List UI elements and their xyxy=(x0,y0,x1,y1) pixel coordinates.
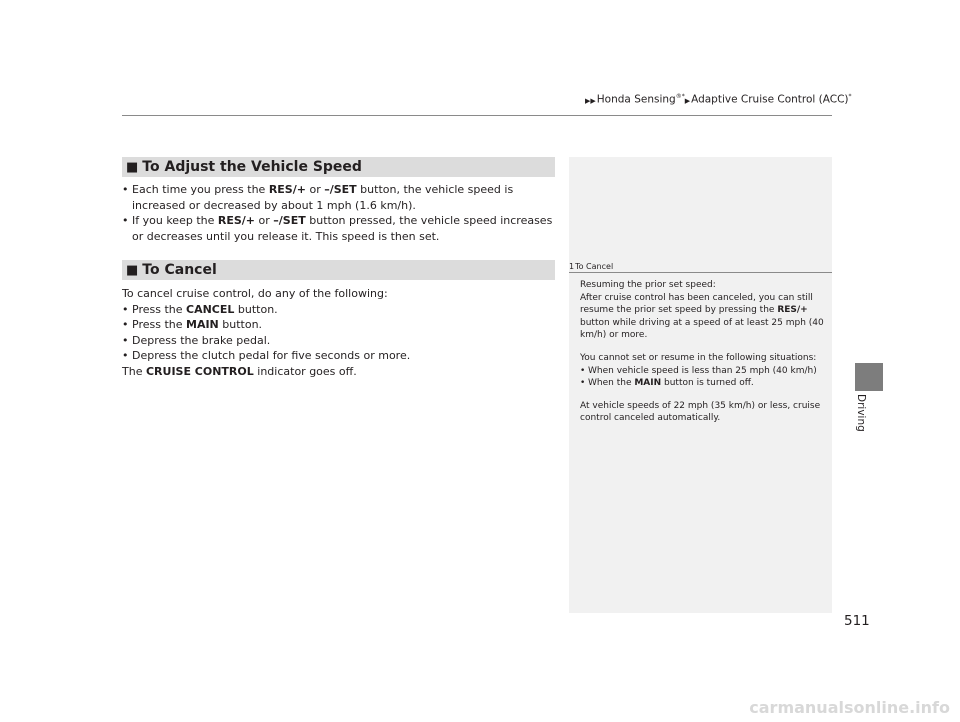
text: button while driving at a speed of at least 25 mph (40 km/h) or more. xyxy=(580,317,824,341)
text: Depress the brake pedal. xyxy=(132,333,271,347)
sidebar-heading-text[interactable]: To Cancel xyxy=(575,262,614,271)
text: Press the xyxy=(132,302,186,316)
sidebar-paragraph xyxy=(580,352,828,390)
cancel-outro xyxy=(122,364,555,380)
bullet-icon: • xyxy=(122,318,129,331)
bullet-icon: • xyxy=(122,302,129,316)
text: button. xyxy=(234,302,278,316)
list-item xyxy=(122,348,555,364)
button-name: –/SET xyxy=(324,183,357,196)
adjust-body xyxy=(122,182,555,244)
cancel-intro: To cancel cruise control, do any of the following: xyxy=(122,287,388,300)
list-item xyxy=(122,302,555,318)
sidebar-paragraph: At vehicle speeds of 22 mph (35 km/h) or less, cruise control canceled automatically. xyxy=(580,400,821,424)
list-item xyxy=(122,333,555,349)
reference-number: 1 xyxy=(569,262,575,271)
text: indicator goes off. xyxy=(253,364,357,378)
button-name: RES/+ xyxy=(268,183,306,196)
chapter-tab[interactable] xyxy=(855,363,883,391)
text: When the xyxy=(588,378,635,389)
bullet-icon: • xyxy=(580,365,586,376)
text: If you keep the xyxy=(132,214,218,227)
text: The xyxy=(122,364,146,378)
button-name: MAIN xyxy=(186,318,219,331)
list-item xyxy=(122,317,555,333)
watermark: carmanualsonline.info xyxy=(749,698,950,717)
chapter-label-text: Driving xyxy=(855,394,867,432)
text: Each time you press the xyxy=(132,183,269,196)
breadcrumb-arrow-icon: ▶ xyxy=(684,96,691,105)
text: button is turned off. xyxy=(661,378,754,389)
bullet-icon: • xyxy=(122,349,129,362)
header-rule xyxy=(122,115,832,116)
text: Depress the clutch pedal for five seconds or more. xyxy=(132,349,411,362)
sidebar-heading xyxy=(569,262,832,271)
chapter-label xyxy=(849,394,873,438)
bullet-icon: • xyxy=(122,333,129,347)
button-name: –/SET xyxy=(273,214,306,227)
text: button pressed, the vehicle speed increases or decreases until you release it. This speed is then set. xyxy=(132,214,553,243)
text: You cannot set or resume in the following situations: xyxy=(580,352,817,363)
bullet-icon: • xyxy=(122,183,129,196)
bullet-icon: • xyxy=(580,378,586,389)
breadcrumb xyxy=(585,93,852,106)
text: or xyxy=(255,214,274,227)
button-name: RES/+ xyxy=(777,305,808,316)
bullet-icon: • xyxy=(122,214,129,227)
sidebar-rule xyxy=(569,272,832,273)
registered-mark: ® xyxy=(675,93,682,100)
asterisk: * xyxy=(681,93,685,100)
breadcrumb-arrow-icon: ▶▶ xyxy=(585,96,596,105)
section-title-cancel: To Cancel xyxy=(142,262,217,278)
indicator-name: CRUISE CONTROL xyxy=(145,364,254,378)
text: button. xyxy=(218,318,263,331)
text: or xyxy=(305,183,325,196)
cancel-body xyxy=(122,286,555,379)
sidebar-body xyxy=(580,279,828,435)
section-square-icon: ■ xyxy=(126,160,139,175)
section-heading-cancel xyxy=(122,260,555,280)
button-name: MAIN xyxy=(634,378,662,389)
button-name: RES/+ xyxy=(217,214,256,227)
text: After cruise control has been canceled, you can still resume the prior set speed by pressing the xyxy=(580,292,813,316)
list-item xyxy=(122,213,555,244)
list-item xyxy=(580,365,828,378)
text: Resuming the prior set speed: xyxy=(580,280,716,290)
section-square-icon: ■ xyxy=(126,263,139,278)
sidebar-paragraph xyxy=(580,279,828,342)
list-item xyxy=(580,377,828,390)
text: button, the vehicle speed is increased or decreased by about 1 mph (1.6 km/h). xyxy=(132,183,514,212)
text: When vehicle speed is less than 25 mph (40 km/h) xyxy=(588,365,817,376)
section-heading-adjust xyxy=(122,157,555,177)
section-title-adjust: To Adjust the Vehicle Speed xyxy=(142,159,362,175)
asterisk: * xyxy=(848,93,852,100)
list-item xyxy=(122,182,555,213)
button-name: CANCEL xyxy=(186,302,235,316)
breadcrumb-part-1[interactable]: Honda Sensing xyxy=(596,93,676,106)
breadcrumb-part-2[interactable]: Adaptive Cruise Control (ACC) xyxy=(691,93,849,106)
text: Press the xyxy=(132,318,186,331)
page-number: 511 xyxy=(844,613,870,629)
